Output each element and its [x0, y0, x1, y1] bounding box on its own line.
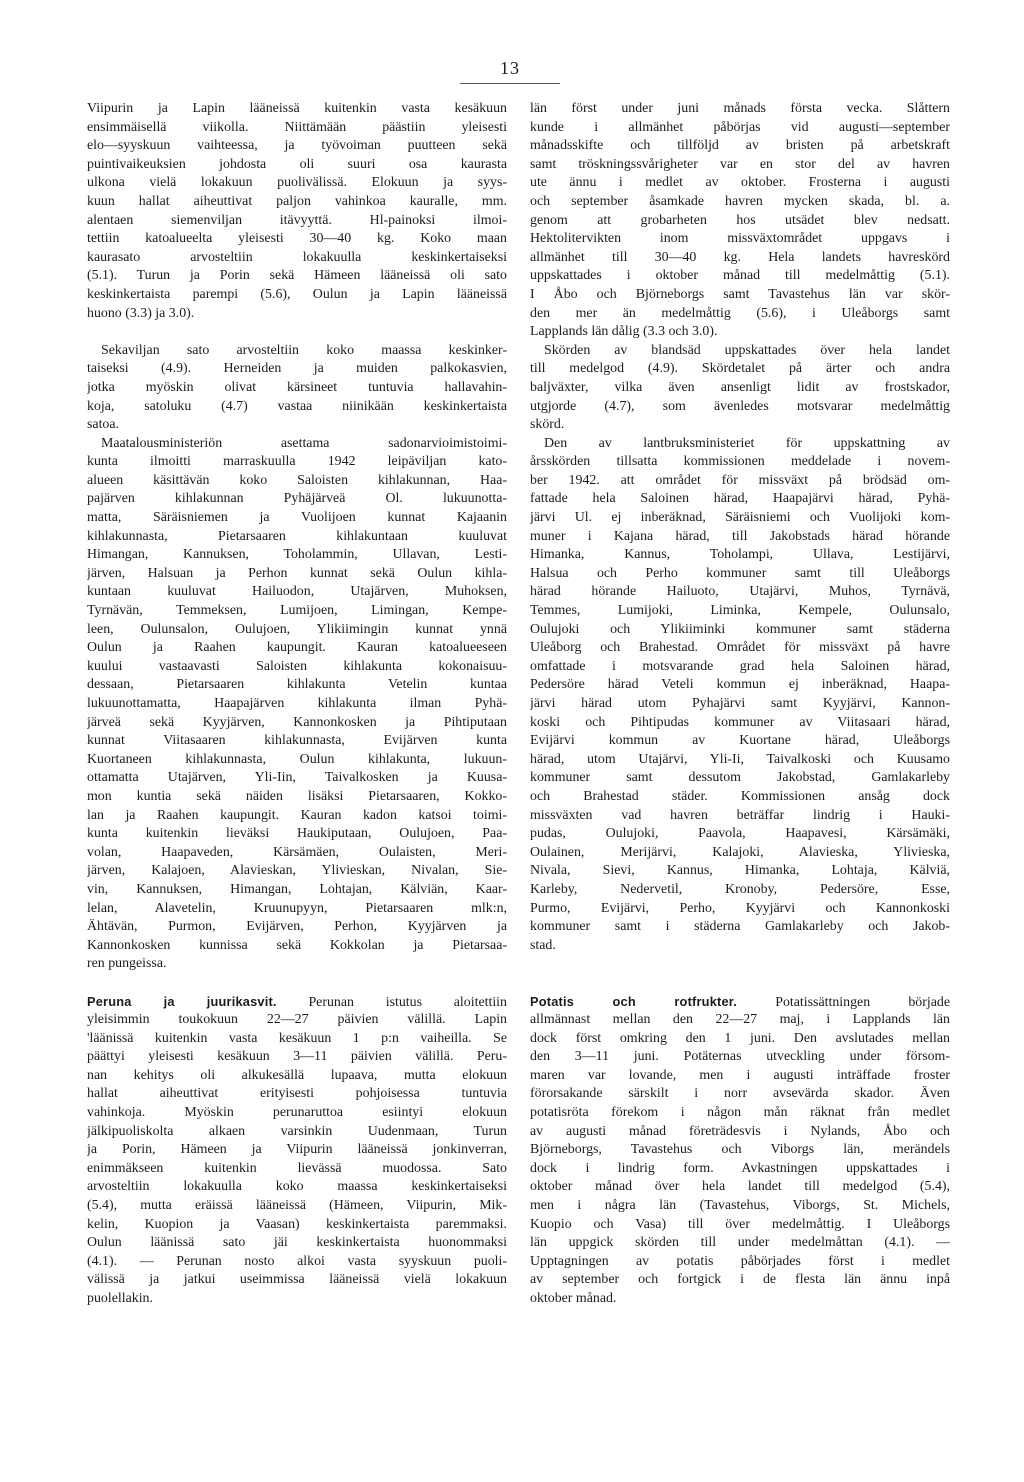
- text-line: potatisröta förekom i någon mån räknat från medlet: [530, 1105, 950, 1121]
- text-line: fattade hela Saloinen härad, Haapajärvi härad, Pyhä-: [530, 491, 950, 507]
- text-line: Himanka, Kannus, Toholampi, Ullava, Lestijärvi,: [530, 547, 950, 563]
- section-heading: Peruna ja juurikasvit.: [87, 993, 277, 1009]
- text-line: mon kuntia sekä näiden lisäksi Pietarsaaren, Kokko-: [87, 788, 507, 804]
- text-line: Oulainen, Merijärvi, Kalajoki, Alavieska, Ylivieska,: [530, 844, 950, 860]
- text-line: skörd.: [530, 417, 565, 433]
- text-line: (4.1). — Perunan nosto alkoi vasta syyskuun puoli-: [87, 1253, 507, 1269]
- text-line: av augusti månad företrädesvis i Nylands, Åbo och: [530, 1123, 950, 1139]
- text-line: tettiin katoalueelta yleisesti 30—40 kg. Koko maan: [87, 231, 507, 247]
- text-line: enimmäkseen kuitenkin lievässä muodossa. Sato: [87, 1160, 507, 1176]
- text-line: (5.4), mutta eräissä lääneissä (Hämeen, Viipurin, Mik-: [87, 1198, 507, 1214]
- text-line: kaurasato arvosteltiin lokakuulla keskinkertaiseksi: [87, 249, 507, 265]
- text-line: pajärven kihlakunnan Pyhäjärveä Ol. lukuunotta-: [87, 491, 507, 507]
- text-line: Oulun läänissä sato jäi keskinkertaista huonommaksi: [87, 1235, 507, 1251]
- text-line: pudas, Oulujoki, Paavola, Haapavesi, Kärsämäki,: [530, 826, 950, 842]
- text-line: Lapplands län dålig (3.3 och 3.0).: [530, 324, 718, 340]
- text-line: [87, 993, 507, 1012]
- text-line: Tyrnävän, Temmeksen, Lumijoen, Limingan, Kempe-: [87, 603, 507, 619]
- text-line: järven, Halsuan ja Perhon kunnat sekä Oulun kihla-: [87, 565, 507, 581]
- text-line: dock först omkring den 1 juni. Den avslutades mellan: [530, 1030, 950, 1046]
- page-number-rule: [460, 83, 560, 84]
- text-line: 'läänissä kuitenkin vasta kesäkuun 1 p:n vaiheilla. Se: [87, 1030, 507, 1046]
- text-line: jotka myöskin olivat kärsineet tuntuvia hallavahin-: [87, 379, 507, 395]
- text-line: månadsskifte och tillföljd av bristen på arbetskraft: [530, 138, 950, 154]
- text-line: län först under juni månads första vecka. Slåttern: [530, 101, 950, 116]
- text-line: oktober månad över hela landet till medelgod (5.4),: [530, 1179, 950, 1195]
- text-line: Halsua och Perho kommuner samt till Uleåborgs: [530, 565, 950, 581]
- text-line: Sekaviljan sato arvosteltiin koko maassa keskinker-: [101, 342, 507, 358]
- text-line: genom att grobarheten hos utsädet blev nedsatt.: [530, 212, 950, 228]
- text-line: arvosteltiin lokakuulla koko maassa keskinkertaiseksi: [87, 1179, 507, 1195]
- text-line: hallat aiheuttivat erityisesti pohjoisessa tuntuvia: [87, 1086, 507, 1102]
- line-text: Potatissättningen började: [775, 994, 950, 1010]
- text-line: den 3—11 juni. Potäternas utveckling under försom-: [530, 1049, 950, 1065]
- text-line: kommuner samt i städerna Gamlakarleby och Jakob-: [530, 919, 950, 935]
- text-line: koski och Pihtipudas kommuner av Viitasaari härad,: [530, 714, 950, 730]
- text-line: ute ännu i medlet av oktober. Frosterna i augusti: [530, 175, 950, 191]
- text-line: volan, Haapaveden, Kärsämäen, Oulaisten, Meri-: [87, 844, 507, 860]
- text-line: utgjorde (4.7), som ävenledes motsvarar medelmåttig: [530, 398, 950, 414]
- text-line: den mer än medelmåttig (5.6), i Uleåborgs samt: [530, 305, 950, 321]
- text-line: Ähtävän, Purmon, Evijärven, Perhon, Kyyjärven ja: [87, 919, 507, 935]
- text-line: härad, utom Utajärvi, Yli-Ii, Taivalkoski och Kuusamo: [530, 751, 950, 767]
- text-line: jälkipuoliskolta alkaen varsinkin Uudenmaan, Turun: [87, 1123, 507, 1139]
- text-line: kihlakunnasta, Pietarsaaren kihlakuntaan kuuluvat: [87, 528, 507, 544]
- text-line: stad.: [530, 937, 556, 953]
- text-line: allmänhet till 30—40 kg. Hela landets havreskörd: [530, 249, 950, 265]
- text-line: kunnat Viitasaaren kihlakunnasta, Evijärven kunta: [87, 733, 507, 749]
- text-line: alueen käsittävän koko Saloisten kihlakunnan, Haa-: [87, 472, 507, 488]
- text-line: [530, 993, 950, 1012]
- text-line: matta, Säräisniemen ja Vuolijoen kunnat Kajaanin: [87, 510, 507, 526]
- text-line: Den av lantbruksministeriet för uppskattning av: [544, 435, 950, 451]
- text-line: Upptagningen av potatis påbörjades först i medlet: [530, 1253, 950, 1269]
- text-line: län uppgick skörden till under medelmåttan (4.1). —: [530, 1235, 950, 1251]
- text-line: satoa.: [87, 417, 120, 433]
- text-line: vin, Kannuksen, Himangan, Lohtajan, Kälviän, Kaar-: [87, 881, 507, 897]
- text-line: järveä sekä Kyyjärven, Kannonkosken ja Pihtiputaan: [87, 714, 507, 730]
- text-line: Kuopio och Vasa) till över medelmåttig. I Uleåborgs: [530, 1216, 950, 1232]
- text-line: men i några län (Tavastehus, Viborgs, St. Michels,: [530, 1198, 950, 1214]
- text-line: Björneborgs, Tavastehus och Viborgs län, merändels: [530, 1142, 950, 1158]
- text-line: järvi härad utom Pyhajärvi samt Kyyjärvi, Kannon-: [530, 696, 950, 711]
- text-line: kunde i allmänhet påbörjas vid augusti—september: [530, 119, 950, 135]
- fi-potato-paragraph: [87, 993, 507, 1309]
- text-line: samt tröskningssvårigheter var en stor del av havren: [530, 156, 950, 172]
- text-line: dessaan, Pietarsaaren kihlakunta Vetelin kuntaa: [87, 677, 507, 693]
- text-line: ensimmäisellä viikolla. Niittämään päästiin yleisesti: [87, 119, 507, 135]
- text-line: puintivaikeuksien johdosta oli suuri osa kaurasta: [87, 156, 507, 172]
- sv-potato-paragraph: [530, 993, 950, 1309]
- text-line: Kannonkosken kunnissa sekä Kokkolan ja Pietarsaa-: [87, 937, 507, 953]
- text-line: Viipurin ja Lapin lääneissä kuitenkin vasta kesäkuun: [87, 101, 507, 116]
- text-line: puolellakin.: [87, 1291, 153, 1306]
- text-line: Himangan, Kannuksen, Toholammin, Ullavan, Lesti-: [87, 547, 507, 563]
- sv-oats-paragraph: [530, 100, 950, 342]
- text-line: ja Porin, Hämeen ja Viipurin lääneissä jonkinverran,: [87, 1142, 507, 1158]
- text-line: oktober månad.: [530, 1291, 617, 1306]
- text-line: päättyi yleisesti kesäkuun 3—11 päivien välillä. Peru-: [87, 1049, 507, 1065]
- text-line: järven, Kalajoen, Alavieskan, Ylivieskan, Nivalan, Sie-: [87, 863, 507, 879]
- text-line: elo—syyskuun vaihteessa, ja työvoiman puutteen sekä: [87, 138, 507, 154]
- text-line: lukuunottamatta, Haapajärven kihlakunta ilman Pyhä-: [87, 696, 507, 711]
- text-line: Oulujoki och Ylikiiminki kommuner samt städerna: [530, 621, 950, 637]
- text-line: alentaen siemenviljan itävyyttä. Hl-painoksi ilmoi-: [87, 212, 507, 228]
- text-line: (5.1). Turun ja Porin sekä Hämeen lääneissä oli sato: [87, 268, 507, 284]
- text-line: Nivala, Sievi, Kannus, Himanka, Lohtaja, Kälviä,: [530, 863, 950, 879]
- text-line: Maatalousministeriön asettama sadonarvioimistoimi-: [101, 435, 507, 451]
- text-line: Karleby, Nedervetil, Kronoby, Pedersöre, Esse,: [530, 881, 950, 897]
- finnish-column: [87, 100, 507, 1309]
- fi-mixed-grain-paragraph: [87, 342, 507, 435]
- sv-mixed-grain-paragraph: [530, 342, 950, 435]
- text-line: kunta ilmoitti marraskuulla 1942 leipäviljan kato-: [87, 454, 507, 470]
- section-heading: Potatis och rotfrukter.: [530, 993, 738, 1009]
- text-line: keskinkertaista parempi (5.6), Oulun ja Lapin lääneissä: [87, 286, 507, 302]
- text-line: Pedersöre härad Veteli kommun ej inberäknad, Haapa-: [530, 677, 950, 693]
- text-line: omfattade i motsvarande grad hela Saloinen härad,: [530, 658, 950, 674]
- text-line: I Åbo och Björneborgs samt Tavastehus län var skör-: [530, 286, 950, 302]
- page-number: 13: [500, 58, 520, 78]
- text-line: maren var lovande, men i augusti inträffade froster: [530, 1067, 950, 1083]
- sv-committee-paragraph: [530, 435, 950, 956]
- text-line: yleisimmin toukokuun 22—27 päivien välillä. Lapin: [87, 1012, 507, 1028]
- text-line: årsskörden tillsatta kommissionen meddelade i novem-: [530, 454, 950, 470]
- text-line: kunta kuitenkin lieväksi Haukiputaan, Oulujoen, Paa-: [87, 826, 507, 842]
- text-line: förorsakande särskilt i norr avsevärda skador. Även: [530, 1086, 950, 1102]
- text-line: allmännast mellan den 22—27 maj, i Lapplands län: [530, 1012, 950, 1028]
- text-line: baljväxter, vilka även ansenligt lidit av frostskador,: [530, 379, 950, 395]
- text-line: Purmo, Evijärvi, Perho, Kyyjärvi och Kannonkoski: [530, 900, 950, 916]
- text-line: och september åsamkade havren mycken skada, bl. a.: [530, 193, 950, 209]
- text-line: huono (3.3) ja 3.0).: [87, 305, 195, 321]
- text-line: Oulun ja Raahen kaupungit. Kauran katoalueeseen: [87, 640, 507, 656]
- line-text: Perunan istutus aloitettiin: [308, 994, 507, 1010]
- text-line: Temmes, Lumijoki, Liminka, Kempele, Oulunsalo,: [530, 603, 950, 619]
- text-line: muner i Kajana härad, till Jakobstads härad hörande: [530, 528, 950, 544]
- text-line: missväxten vad havren beträffar lindrig i Hauki-: [530, 807, 950, 823]
- text-line: till medelgod (4.9). Skördetalet på ärter och andra: [530, 361, 950, 377]
- text-line: kuului vastaavasti Saloisten kihlakunta kokonaisuu-: [87, 658, 507, 674]
- text-line: lelan, Alavetelin, Kruunupyyn, Pietarsaaren mlk:n,: [87, 900, 507, 916]
- text-line: Kuortaneen kihlakunnasta, Oulun kihlakunta, lukuun-: [87, 751, 507, 767]
- fi-oats-paragraph: [87, 100, 507, 323]
- text-line: vahinkoja. Myöskin perunaruttoa esiintyi elokuun: [87, 1105, 507, 1121]
- text-line: Skörden av blandsäd uppskattades över hela landet: [544, 342, 950, 358]
- text-line: och Brahestad städer. Kommissionen ansåg dock: [530, 788, 950, 804]
- text-line: Uleåborg och Brahestad. Området för missväxt på havre: [530, 640, 950, 656]
- text-line: nan kehitys oli alkukesällä lupaava, mutta elokuun: [87, 1067, 507, 1083]
- text-line: välissä ja jatkui useimmissa lääneissä vielä lokakuun: [87, 1272, 507, 1288]
- text-line: ulkona vielä lokakuun puolivälissä. Elokuun ja syys-: [87, 175, 507, 191]
- text-line: kuun hallat aiheuttivat paljon vahinkoa kauralle, mm.: [87, 193, 507, 209]
- fi-committee-paragraph: [87, 435, 507, 974]
- swedish-column: [530, 100, 950, 1309]
- text-line: taiseksi (4.9). Herneiden ja muiden palkokasvien,: [87, 361, 507, 377]
- text-line: ber 1942. att området för missväxt på brödsäd om-: [530, 472, 950, 488]
- text-line: lan ja Raahen kaupungit. Kauran kadon katsoi toimi-: [87, 807, 507, 823]
- text-line: kommuner samt dessutom Jakobstad, Gamlakarleby: [530, 770, 950, 786]
- text-line: kuntaan kuuluvat Hailuodon, Utajärven, Muhoksen,: [87, 584, 507, 600]
- text-line: dock i lindrig form. Avkastningen uppskattades i: [530, 1160, 950, 1176]
- text-line: koja, satoluku (4.7) vastaa niinikään keskinkertaista: [87, 398, 507, 414]
- text-line: uppskattades i oktober månad till medelmåttig (5.1).: [530, 268, 950, 284]
- text-line: av september och fortgick i de flesta län ännu inpå: [530, 1272, 950, 1288]
- text-line: Hektolitervikten inom missväxtområdet uppgavs i: [530, 231, 950, 247]
- text-line: ottamatta Utajärven, Yli-Iin, Taivalkosken ja Kuusa-: [87, 770, 507, 786]
- text-line: härad hörande Hailuoto, Utajärvi, Muhos, Tyrnävä,: [530, 584, 950, 600]
- text-line: ren pungeissa.: [87, 956, 167, 972]
- text-line: kelin, Kuopion ja Vaasan) keskinkertaista paremmaksi.: [87, 1216, 507, 1232]
- text-line: leen, Oulunsalon, Oulujoen, Ylikiimingin kunnat ynnä: [87, 621, 507, 637]
- text-line: järvi Ul. ej inberäknad, Säräisniemi och Vuolijoki kom-: [530, 510, 950, 526]
- text-line: Evijärvi kommun av Kuortane härad, Uleåborgs: [530, 733, 950, 749]
